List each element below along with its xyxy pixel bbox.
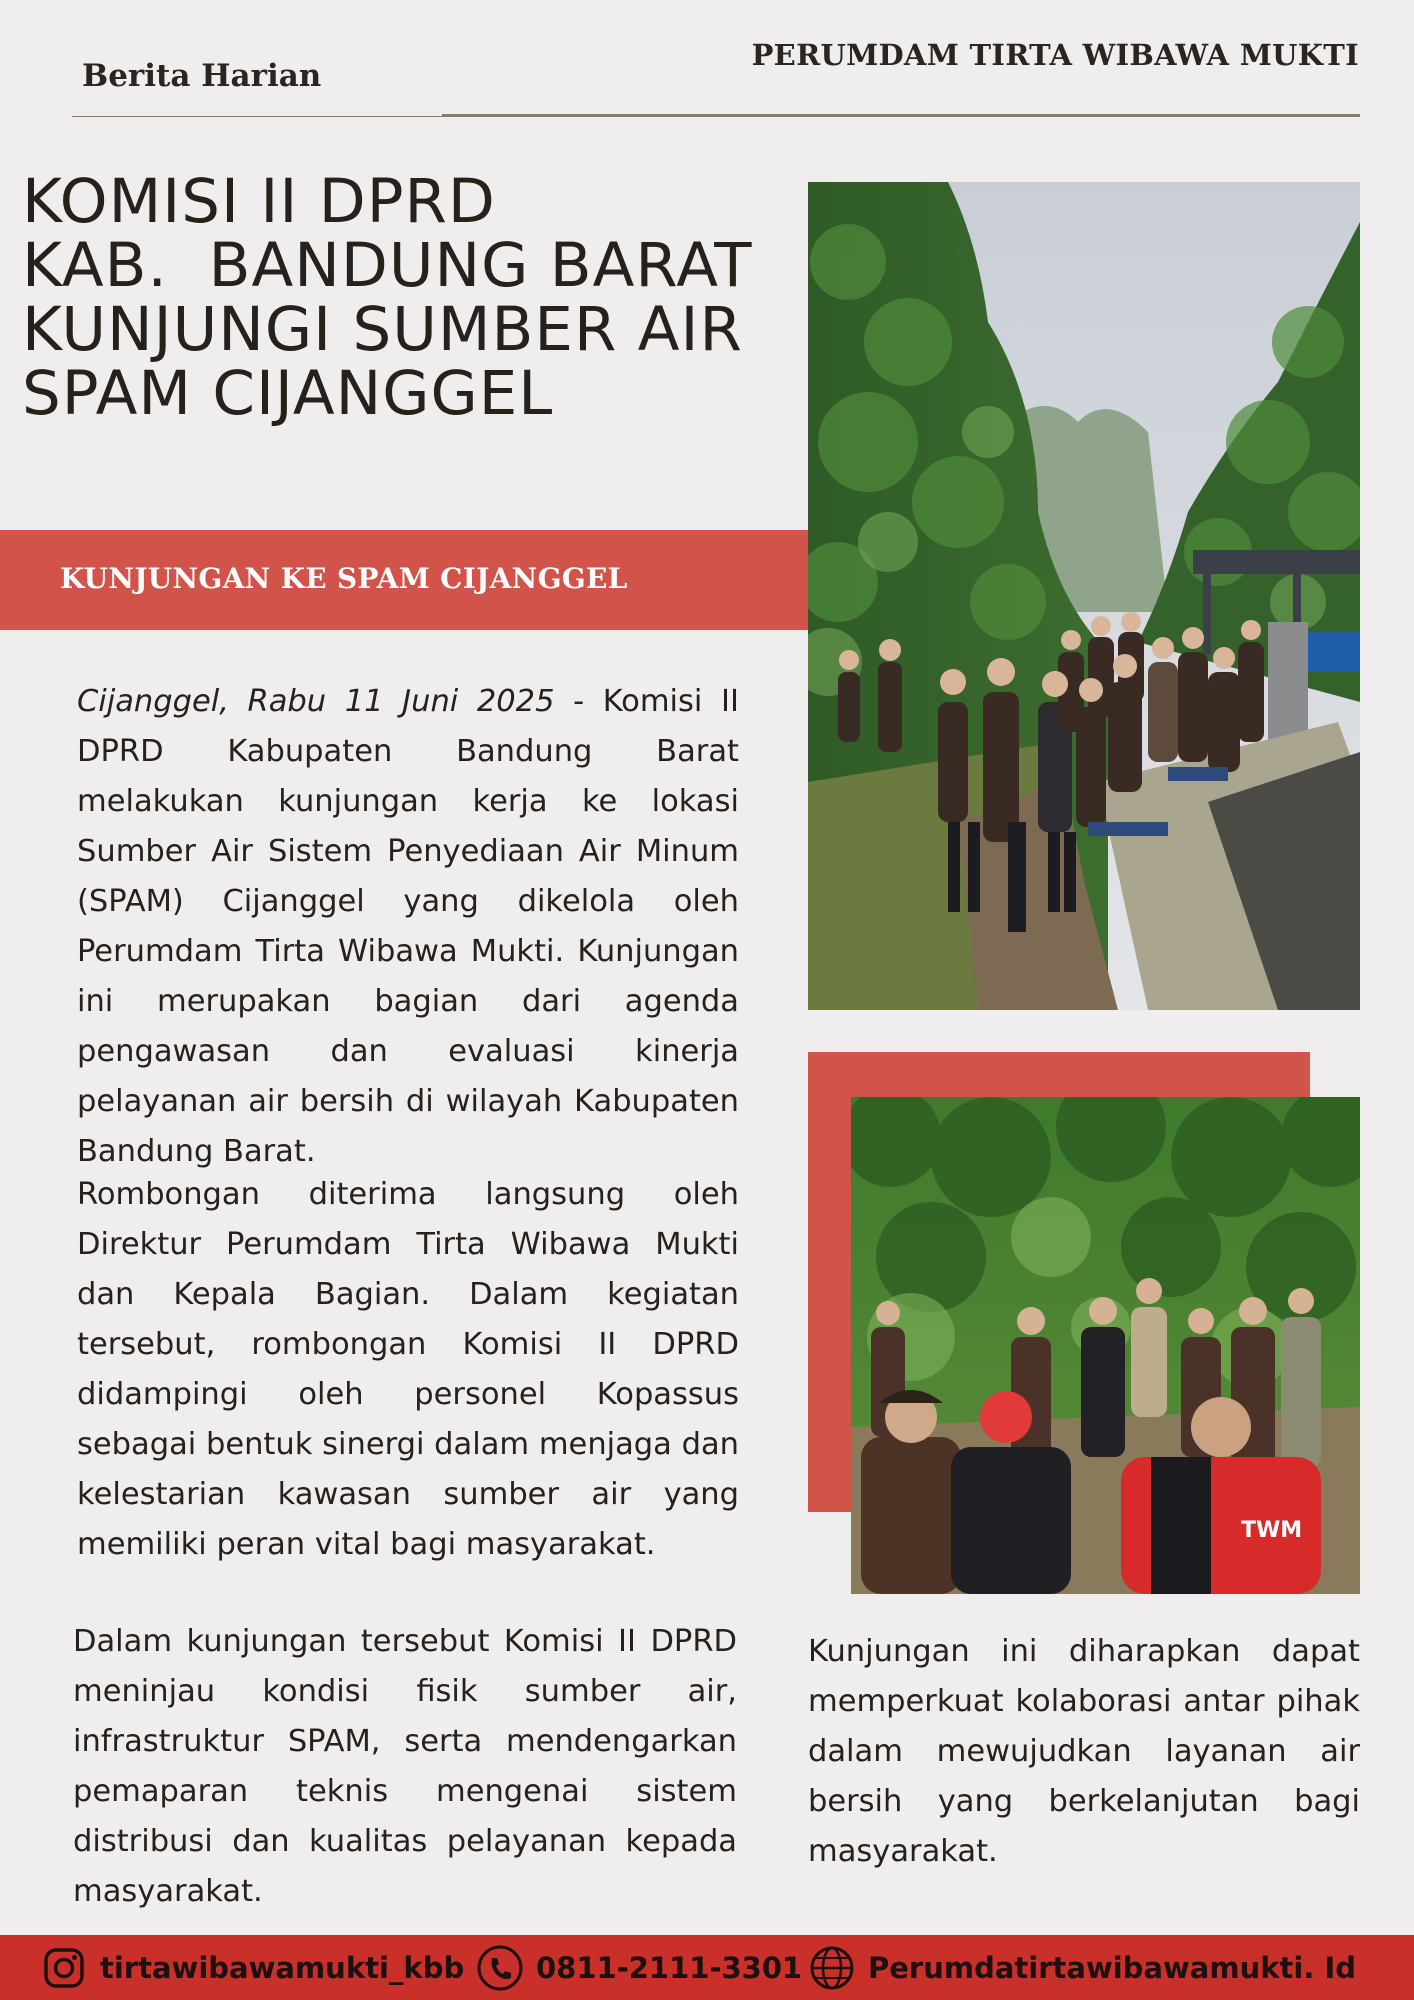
footer-phone[interactable] <box>476 1935 802 2000</box>
headline-line: SPAM CIJANGGEL <box>22 358 554 429</box>
article-paragraph-2: Rombongan diterima langsung oleh Direktur Perumdam Tirta Wibawa Mukti dan Kepala Bagian. Dalam kegiatan tersebut, rombongan Komisi II DPRD didampingi oleh personel Kopassus sebagai bentuk sinergi dalam menjaga dan kelestarian kawasan sumber air yang memiliki peran vital bagi masyarakat. <box>77 1177 739 1562</box>
photo-group-at-water-source <box>808 182 1360 1010</box>
instagram-handle: tirtawibawamukti_kbb <box>100 1950 465 1985</box>
headline-line: KUNJUNGI SUMBER AIR <box>22 294 743 365</box>
masthead: Berita Harian <box>82 58 322 94</box>
footer-website[interactable] <box>808 1935 1356 2000</box>
phone-number: 0811-2111-3301 <box>536 1950 803 1985</box>
instagram-icon <box>40 1944 88 1992</box>
globe-icon <box>808 1944 856 1992</box>
article-paragraph-1 <box>77 677 739 1177</box>
paragraph-text: - Komisi II DPRD Kabupaten Bandung Barat melakukan kunjungan kerja ke lokasi Sumber Air Sistem Penyediaan Air Minum (SPAM) Cijanggel yang dikelola oleh Perumdam Tirta Wibawa Mukti. Kunjungan ini merupakan bagian dari agenda pengawasan dan evaluasi kinerja pelayanan air bersih di wilayah Kabupaten Bandung Barat. <box>77 684 739 1169</box>
company-name: PERUMDAM TIRTA WIBAWA MUKTI <box>751 38 1359 72</box>
website-url: Perumdatirtawibawamukti. Id <box>868 1950 1356 1985</box>
svg-text:TWM: TWM <box>1241 1518 1303 1543</box>
headline-line: KAB. BANDUNG BARAT <box>22 230 753 301</box>
footer-instagram[interactable] <box>40 1935 464 2000</box>
article-paragraph-4: Kunjungan ini diharapkan dapat memperkuat kolaborasi antar pihak dalam mewujudkan layanan air bersih yang berkelanjutan bagi masyarakat. <box>808 1634 1360 1869</box>
header-divider-thick <box>442 114 1360 117</box>
phone-icon <box>476 1944 524 1992</box>
headline-line: KOMISI II DPRD <box>22 166 496 237</box>
footer-bar <box>0 1935 1414 2000</box>
article-paragraph-3: Dalam kunjungan tersebut Komisi II DPRD meninjau kondisi fisik sumber air, infrastruktur SPAM, serta mendengarkan pemaparan teknis mengenai sistem distribusi dan kualitas pelayanan kepada masyarakat. <box>73 1624 737 1909</box>
photo-group-briefing <box>851 1097 1360 1594</box>
dateline: Cijanggel, Rabu 11 Juni 2025 <box>77 684 555 719</box>
header-divider-thin <box>72 116 442 117</box>
headline <box>22 166 792 429</box>
section-banner <box>0 530 808 630</box>
section-banner-label: KUNJUNGAN KE SPAM CIJANGGEL <box>60 562 628 595</box>
